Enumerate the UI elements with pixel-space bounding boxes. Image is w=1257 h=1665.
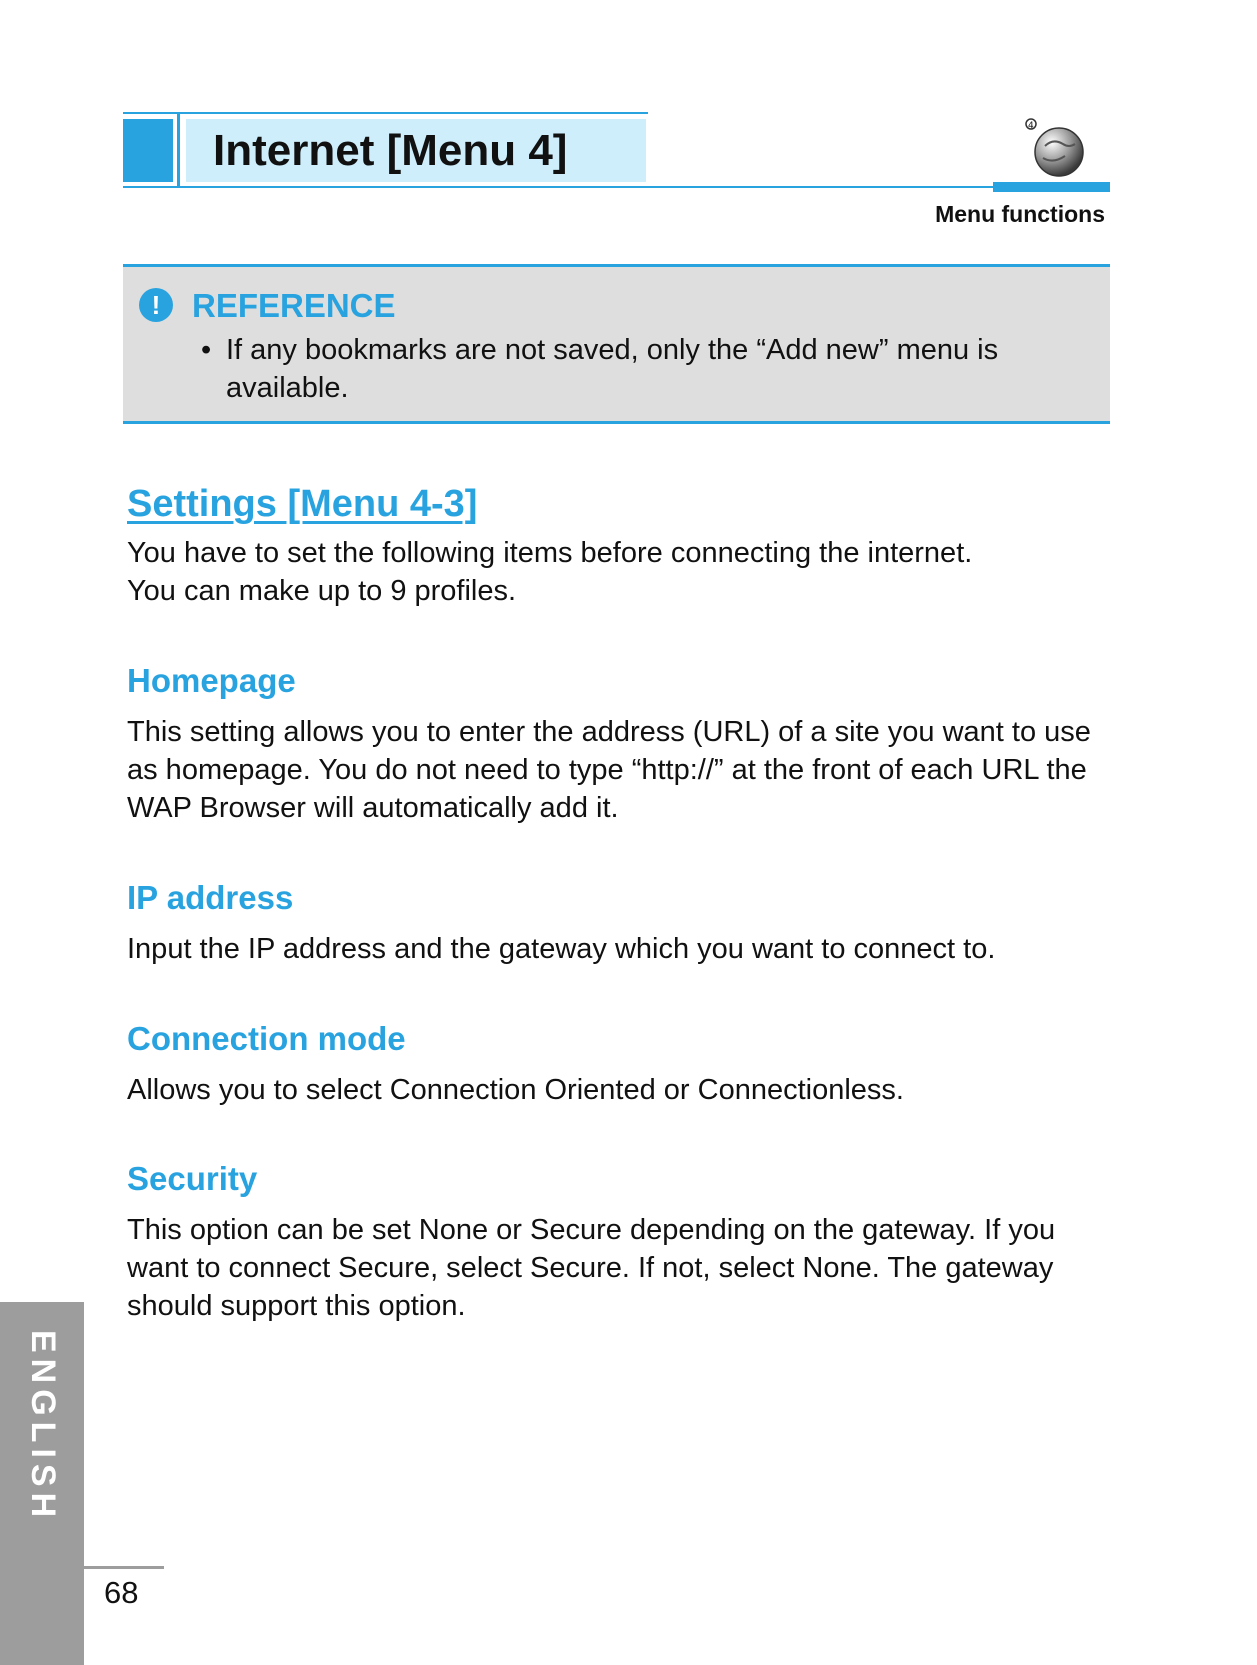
- page-title: Internet [Menu 4]: [213, 126, 568, 175]
- section-title: Settings [Menu 4-3]: [127, 483, 478, 525]
- security-text: This option can be set None or Secure depending on the gateway. If you want to connect Secure, select Secure. If not, select None. The gateway should support this option.: [127, 1214, 1056, 1322]
- page-number-rule: [84, 1566, 164, 1569]
- reference-bullet: •: [201, 334, 212, 366]
- settings-intro-line2: You can make up to 9 profiles.: [127, 575, 517, 607]
- header-accent-block: [123, 119, 173, 182]
- globe-icon: [1023, 116, 1085, 178]
- reference-text: If any bookmarks are not saved, only the “Add new” menu is available.: [226, 334, 999, 404]
- reference-title: REFERENCE: [192, 287, 396, 324]
- security-title: Security: [127, 1160, 258, 1197]
- header-bottom-rule: [123, 186, 1110, 188]
- svg-text:4: 4: [1028, 121, 1034, 131]
- settings-intro-line1: You have to set the following items before connecting the internet.: [127, 537, 973, 569]
- section-label: Menu functions: [935, 201, 1105, 227]
- connection-mode-text: Allows you to select Connection Oriented or Connectionless.: [127, 1074, 904, 1106]
- page-number: 68: [104, 1575, 139, 1610]
- homepage-title: Homepage: [127, 662, 296, 699]
- language-label: ENGLISH: [24, 1330, 62, 1524]
- homepage-text: This setting allows you to enter the address (URL) of a site you want to use as homepage. You do not need to type “http://” at the front of each URL the WAP Browser will automatically add it.: [127, 716, 1091, 824]
- ip-address-text: Input the IP address and the gateway which you want to connect to.: [127, 933, 996, 965]
- exclamation-icon: !: [139, 288, 173, 322]
- header-blue-bar: [993, 182, 1110, 192]
- connection-mode-title: Connection mode: [127, 1020, 406, 1057]
- header-separator: [177, 112, 180, 186]
- ip-address-title: IP address: [127, 879, 294, 916]
- header-top-rule: [123, 112, 648, 114]
